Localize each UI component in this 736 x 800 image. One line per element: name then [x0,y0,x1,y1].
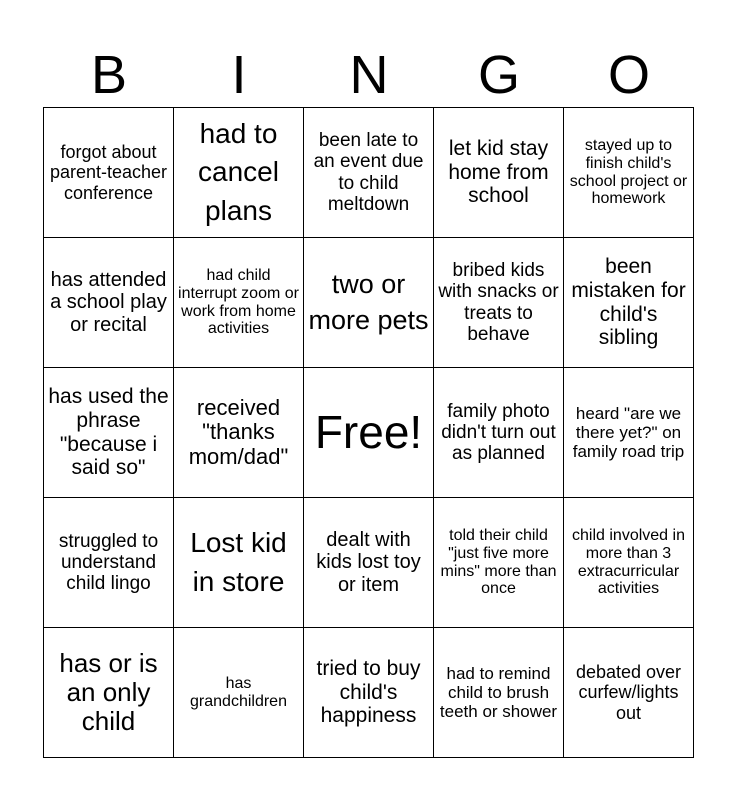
bingo-cell[interactable] [434,108,564,238]
cell-text: has attended a school play or recital [50,268,167,336]
cell-text: been mistaken for child's sibling [571,255,686,350]
bingo-cell[interactable] [44,238,174,368]
header-letter-o: O [607,45,650,105]
bingo-cell[interactable] [434,498,564,628]
bingo-cell[interactable] [174,368,304,498]
bingo-cell[interactable] [44,368,174,498]
bingo-cell[interactable] [44,108,174,238]
bingo-header [44,44,694,106]
cell-text: debated over curfew/lights out [575,662,682,723]
cell-text: stayed up to finish child's school project or homework [569,136,688,208]
bingo-cell[interactable] [304,498,434,628]
cell-text: had child interrupt zoom or work from home activities [178,266,299,338]
bingo-cell[interactable] [564,628,694,758]
cell-text: Free! [314,405,423,458]
bingo-cell[interactable] [174,108,304,238]
cell-text: has grandchildren [190,674,287,710]
cell-text: received "thanks mom/dad" [188,394,289,469]
bingo-cell[interactable] [44,498,174,628]
bingo-cell[interactable] [304,108,434,238]
bingo-cell[interactable] [44,628,174,758]
cell-text: forgot about parent-teacher conference [49,142,168,203]
bingo-cell[interactable] [304,238,434,368]
bingo-cell[interactable] [564,108,694,238]
cell-text: been late to an event due to child meltdown [313,129,424,215]
cell-text: bribed kids with snacks or treats to behave [438,259,559,345]
bingo-cell[interactable] [564,498,694,628]
bingo-cell[interactable] [174,238,304,368]
cell-text: tried to buy child's happiness [316,657,421,728]
cell-text: let kid stay home from school [448,137,549,208]
cell-text: Lost kid in store [190,526,287,597]
header-letter-b: B [90,45,128,105]
bingo-cell[interactable] [564,238,694,368]
bingo-cell[interactable] [434,368,564,498]
cell-text: child involved in more than 3 extracurricular activities [572,526,685,598]
cell-text: has or is an only child [59,647,158,737]
bingo-cell[interactable] [434,628,564,758]
header-letter-i: I [231,45,247,105]
free-space[interactable] [304,368,434,498]
bingo-cell[interactable] [434,238,564,368]
bingo-cell[interactable] [174,498,304,628]
bingo-cell[interactable] [564,368,694,498]
header-letter-n: N [349,45,389,105]
cell-text: family photo didn't turn out as planned [441,400,556,465]
cell-text: had to remind child to brush teeth or shower [439,663,558,722]
bingo-board [43,107,694,758]
bingo-cell[interactable] [174,628,304,758]
bingo-cell[interactable] [304,628,434,758]
cell-text: has used the phrase "because i said so" [48,385,169,480]
cell-text: heard "are we there yet?" on family road trip [572,403,685,462]
cell-text: two or more pets [308,269,429,335]
cell-text: told their child "just five more mins" more than once [440,526,557,598]
header-letter-g: G [477,45,520,105]
cell-text: struggled to understand child lingo [58,530,159,595]
cell-text: had to cancel plans [198,117,279,226]
cell-text: dealt with kids lost toy or item [316,528,421,596]
